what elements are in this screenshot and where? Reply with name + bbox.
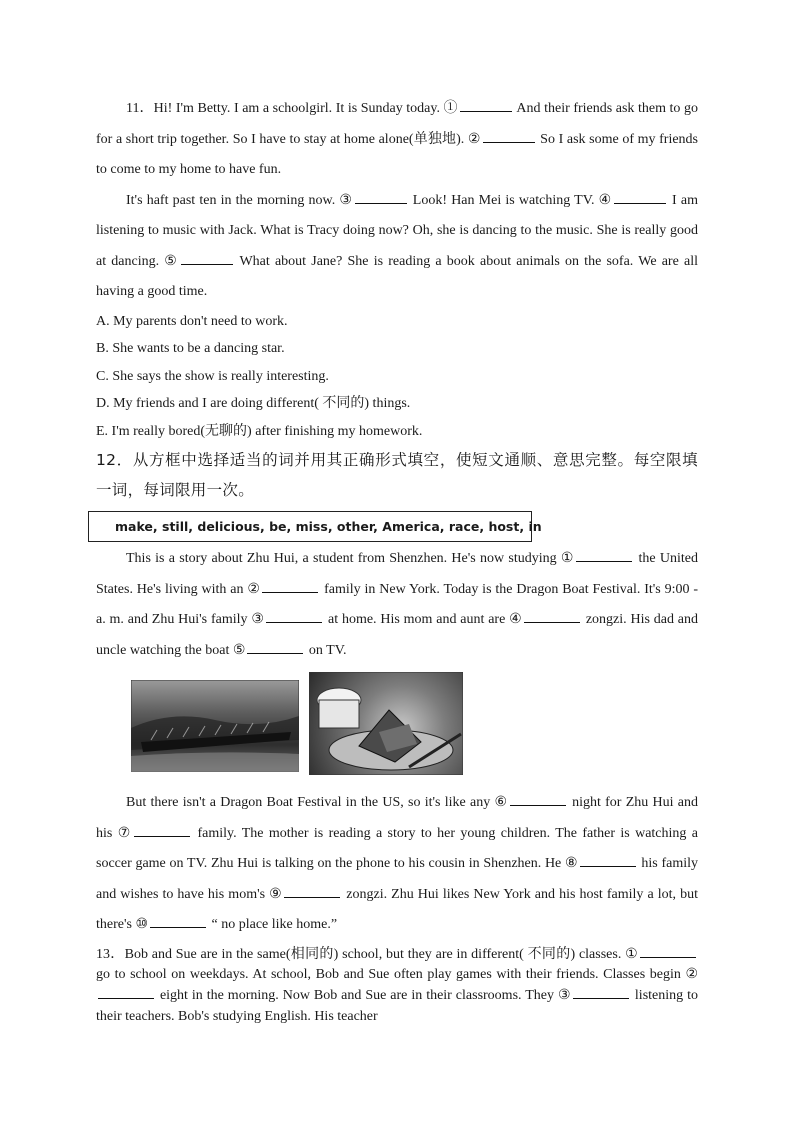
blank-3[interactable]	[355, 191, 407, 204]
option-b: B. She wants to be a dancing star.	[96, 341, 285, 356]
blank-q12-2[interactable]	[262, 580, 318, 593]
blank-q12-6[interactable]	[510, 793, 566, 806]
blank-q12-9[interactable]	[284, 885, 340, 898]
blank-q12-3[interactable]	[266, 610, 322, 623]
blank-q12-4[interactable]	[524, 610, 580, 623]
q12-instruction: 12．从方框中选择适当的词并用其正确形式填空，使短文通顺、意思完整。每空限填一词，每词限用一次。	[96, 451, 698, 499]
q13-section	[96, 945, 698, 1028]
q11-paragraph-1: 11．Hi! I'm Betty. I am a schoolgirl. It is Sunday today. ① And their friends ask them to go for a short trip together. So I have to stay at home alone(单独地). ② So I ask some of my friends to come to my home to have fun.	[96, 101, 699, 177]
blank-q13-3[interactable]	[573, 986, 629, 999]
blank-2[interactable]	[483, 130, 535, 143]
option-d: D. My friends and I are doing different( 不同的) things.	[96, 396, 411, 411]
worksheet-page	[96, 94, 698, 1028]
blank-q12-1[interactable]	[576, 549, 632, 562]
option-e: E. I'm really bored(无聊的) after finishing my homework.	[96, 423, 423, 439]
blank-4[interactable]	[614, 191, 666, 204]
blank-q12-8[interactable]	[580, 854, 636, 867]
dragon-boat-race-photo	[131, 680, 299, 772]
blank-q13-1[interactable]	[640, 945, 696, 958]
blank-1[interactable]	[460, 99, 512, 112]
blank-q13-2[interactable]	[98, 986, 154, 999]
q12-paragraph-1: This is a story about Zhu Hui, a student from Shenzhen. He's now studying ① the United States. He's living with an ② family in New York. Today is the Dragon Boat Festival. It's 9:00 -a. m. and Zhu Hui's family ③ at home. His mom and aunt are ④ zongzi. His dad and uncle watching the boat ⑤ on TV.	[96, 551, 699, 658]
photo-row	[96, 670, 698, 788]
blank-q12-5[interactable]	[247, 641, 303, 654]
blank-q12-7[interactable]	[134, 824, 190, 837]
option-c: C. She says the show is really interesting.	[96, 368, 329, 384]
zongzi-tea-photo	[309, 672, 463, 775]
blank-5[interactable]	[181, 252, 233, 265]
q12-paragraph-2: But there isn't a Dragon Boat Festival in the US, so it's like any ⑥ night for Zhu Hui and his ⑦ family. The mother is reading a story to her young children. The father is watching a soccer game on TV. Zhu Hui is talking on the phone to his cousin in Shenzhen. He ⑧ his family and wishes to have his mom's ⑨ zongzi. Zhu Hui likes New York and his host family a lot, but there's ⑩ “ no place like home.”	[96, 795, 699, 932]
word-box: make, still, delicious, be, miss, other, America, race, host, in	[88, 511, 532, 542]
option-a: A. My parents don't need to work.	[96, 313, 288, 329]
blank-q12-10[interactable]	[150, 915, 206, 928]
q13-paragraph: 13．Bob and Sue are in the same(相同的) school, but they are in different( 不同的) classes. ① go to school on weekdays. At school, Bob and Sue often play games with their friends. Classes begin ② eight in the morning. Now Bob and Sue are in their classrooms. They ③ listening to their teachers. Bob's studying English. His teacher	[96, 946, 698, 1024]
q11-paragraph-2: It's haft past ten in the morning now. ③ Look! Han Mei is watching TV. ④ I am listening to music with Jack. What is Tracy doing now? Oh, she is dancing to the music. She is really good at dancing. ⑤ What about Jane? She is reading a book about animals on the sofa. We are all having a good time.	[96, 192, 698, 299]
